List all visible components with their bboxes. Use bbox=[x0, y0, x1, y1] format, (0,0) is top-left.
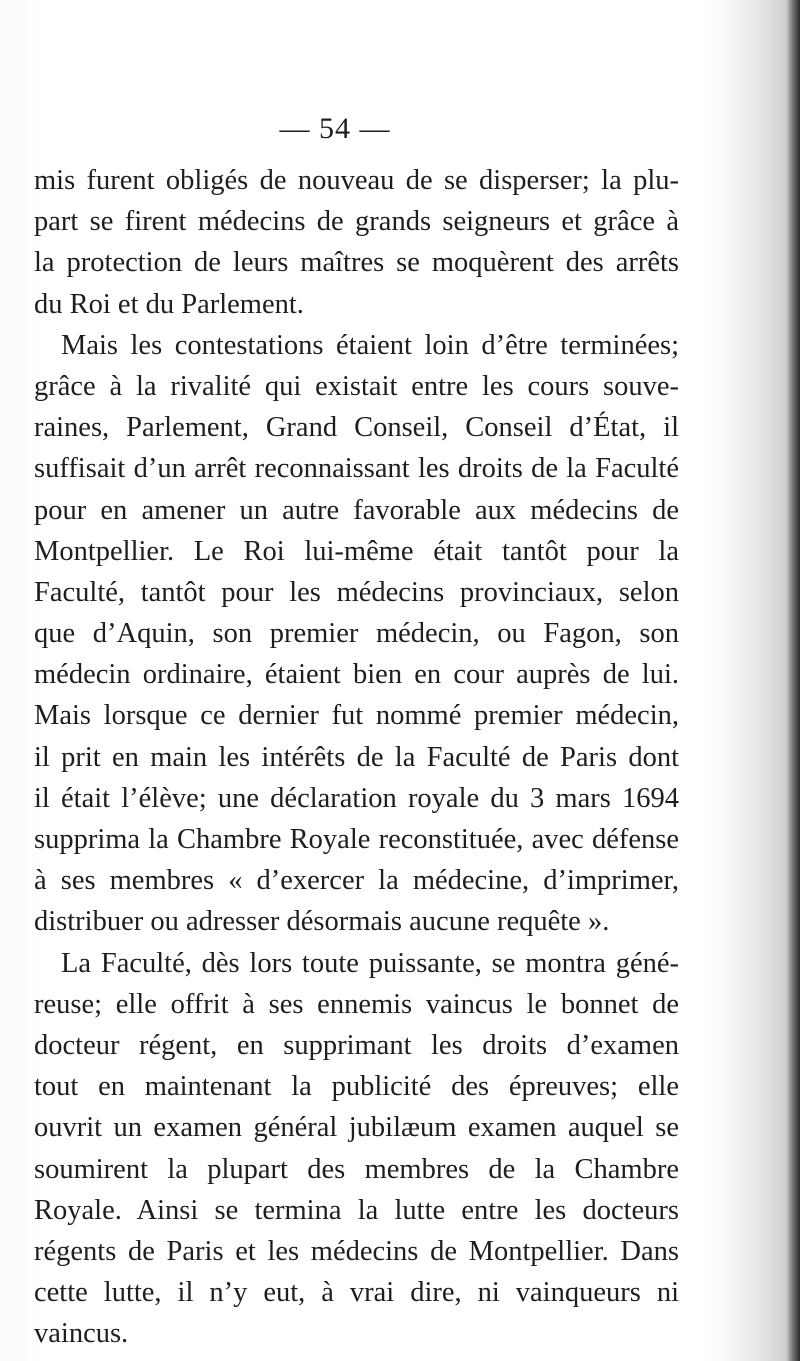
text-line: il était l’élève; une déclaration royale du 3 mars 1694 bbox=[34, 782, 679, 814]
text-line: tout en maintenant la publicité des épreuves; elle bbox=[34, 1071, 679, 1103]
text-line: que d’Aquin, son premier médecin, ou Fagon, son bbox=[34, 618, 679, 650]
text-line: à ses membres « d’exercer la médecine, d’imprimer, bbox=[34, 865, 679, 897]
page-number: — 54 — bbox=[279, 112, 391, 145]
text-line: reuse; elle offrit à ses ennemis vaincus le bonnet de bbox=[34, 988, 679, 1020]
text-line: régents de Paris et les médecins de Montpellier. Dans bbox=[34, 1235, 679, 1267]
text-line: soumirent la plupart des membres de la Chambre bbox=[34, 1153, 679, 1185]
binding-shadow bbox=[716, 0, 786, 1361]
text-line: mis furent obligés de nouveau de se disperser; la plu- bbox=[34, 165, 679, 196]
text-line: docteur régent, en supprimant les droits d’examen bbox=[34, 1029, 679, 1061]
text-line: distribuer ou adresser désormais aucune requête ». bbox=[34, 906, 610, 938]
text-line: cette lutte, il n’y eut, à vrai dire, ni vainqueurs ni bbox=[34, 1277, 679, 1309]
text-line: suffisait d’un arrêt reconnaissant les droits de la Faculté bbox=[34, 453, 679, 485]
text-line: vaincus. bbox=[34, 1318, 129, 1350]
text-line: Faculté, tantôt pour les médecins provinciaux, selon bbox=[34, 576, 679, 608]
text-line: supprima la Chambre Royale reconstituée, avec défense bbox=[34, 824, 679, 855]
text-line: raines, Parlement, Grand Conseil, Conseil d’État, il bbox=[34, 412, 679, 444]
text-line: Royale. Ainsi se termina la lutte entre les docteurs bbox=[34, 1194, 679, 1226]
text-line: la protection de leurs maîtres se moquèrent des arrêts bbox=[34, 247, 679, 279]
text-line: du Roi et du Parlement. bbox=[34, 288, 304, 320]
text-line: il prit en main les intérêts de la Faculté de Paris dont bbox=[34, 741, 679, 773]
text-line: Mais les contestations étaient loin d’être terminées; bbox=[61, 329, 679, 361]
text-line: part se firent médecins de grands seigneurs et grâce à bbox=[34, 206, 679, 238]
book-binding-edge bbox=[786, 0, 800, 1361]
text-line: ouvrit un examen général jubilæum examen auquel se bbox=[34, 1112, 679, 1144]
body-text bbox=[34, 160, 679, 1354]
text-line: Mais lorsque ce dernier fut nommé premier médecin, bbox=[34, 700, 679, 732]
text-line: grâce à la rivalité qui existait entre les cours souve- bbox=[34, 370, 679, 402]
text-line: La Faculté, dès lors toute puissante, se montra géné- bbox=[61, 947, 679, 979]
text-line: Montpellier. Le Roi lui-même était tantôt pour la bbox=[34, 535, 679, 567]
text-line: médecin ordinaire, étaient bien en cour auprès de lui. bbox=[34, 659, 679, 691]
text-line: pour en amener un autre favorable aux médecins de bbox=[34, 494, 679, 526]
